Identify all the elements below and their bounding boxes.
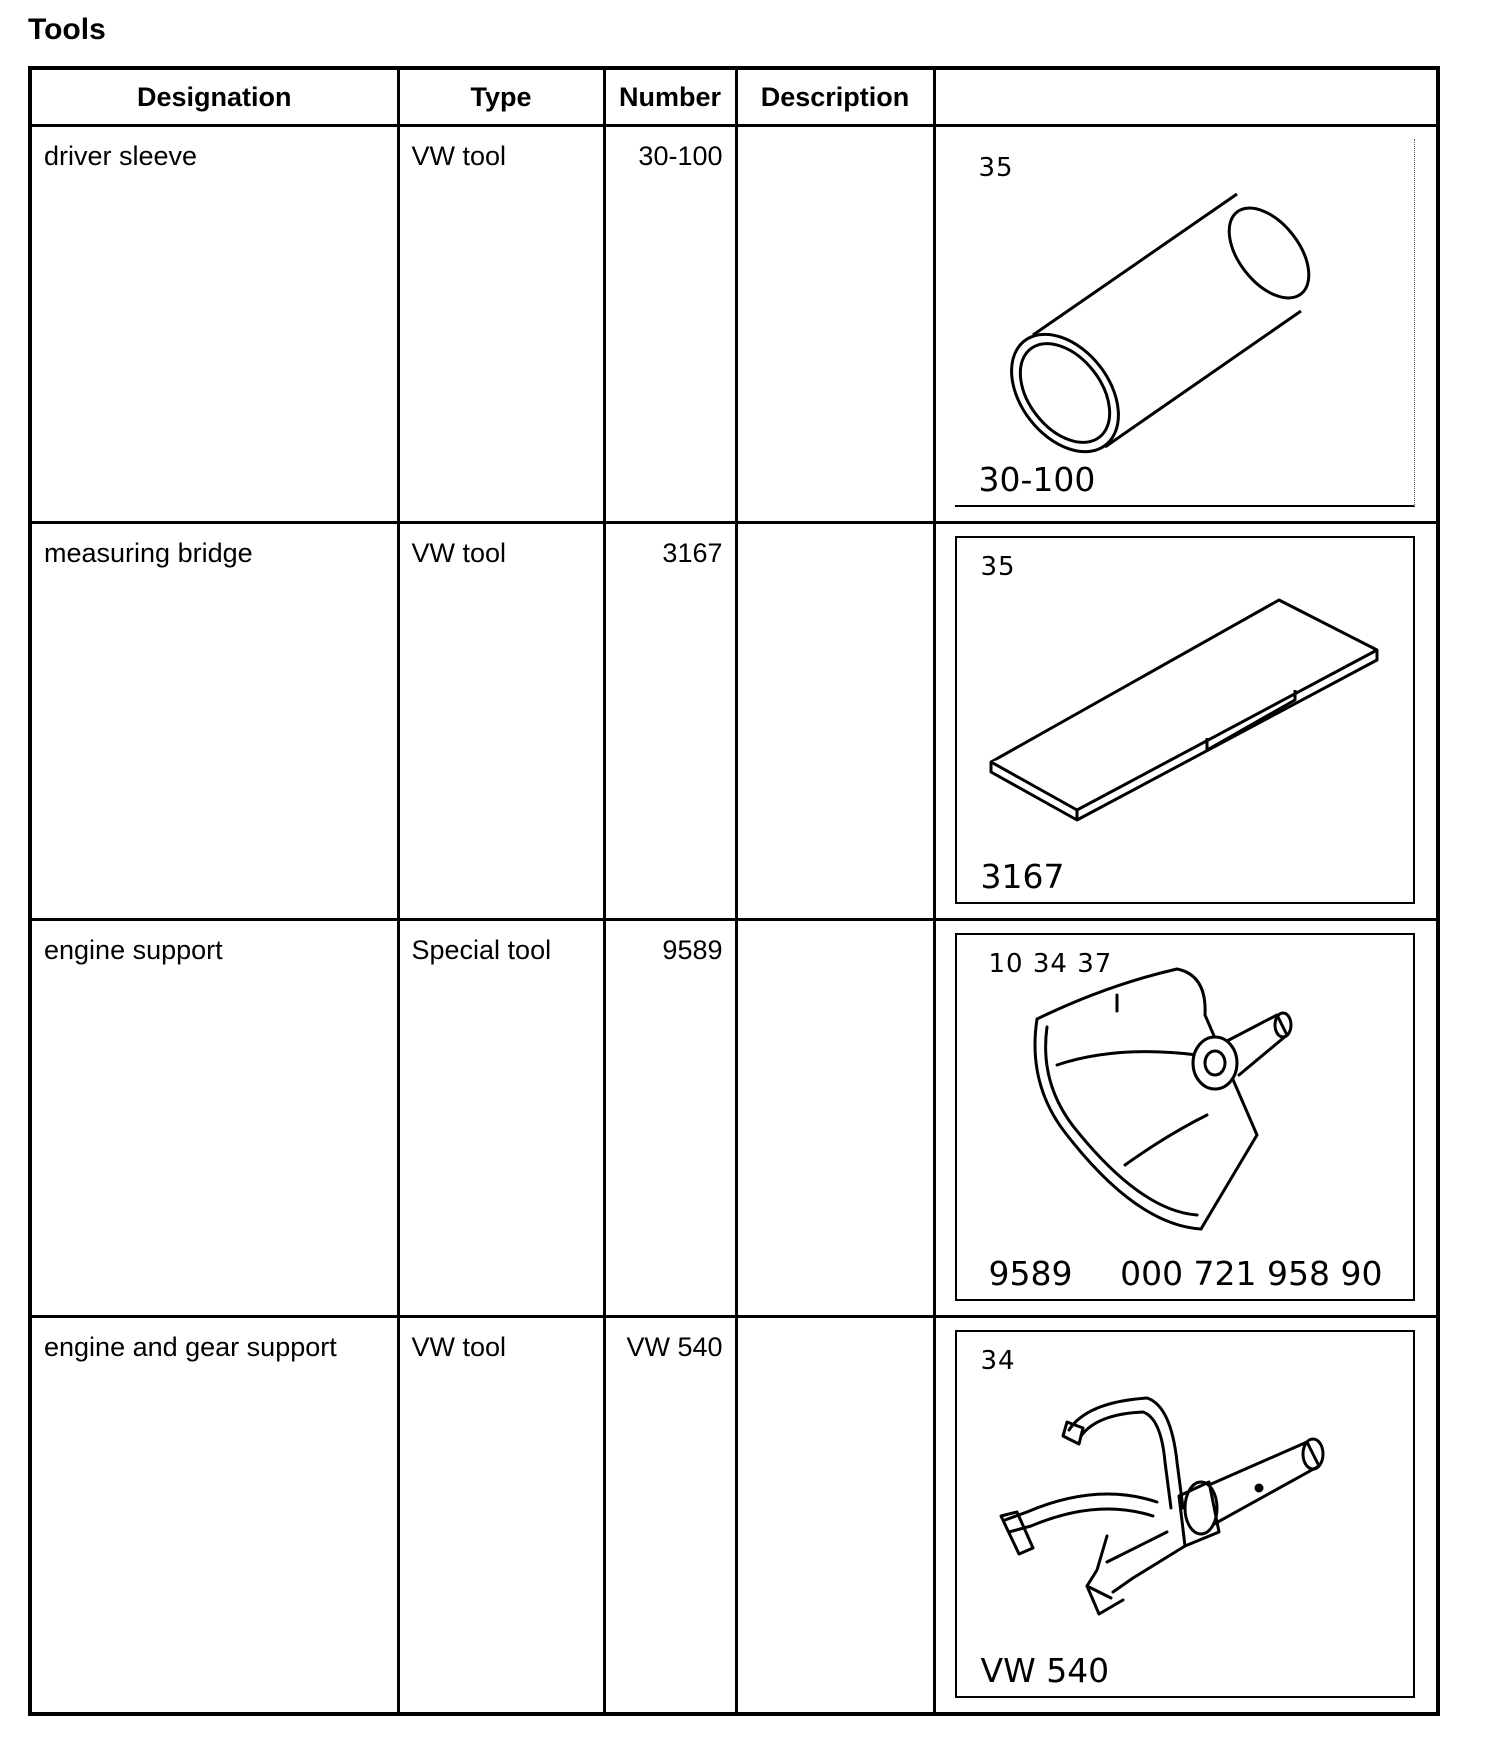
type-text: Special tool: [411, 935, 552, 965]
illustration-ref-bottom: 3167: [980, 857, 1065, 896]
page-title: Tools: [28, 13, 106, 46]
designation-cell: [30, 920, 398, 1317]
column-header-designation: Designation: [30, 68, 398, 126]
type-text: VW tool: [411, 1332, 507, 1362]
description-cell: [736, 1317, 934, 1715]
description-cell: [736, 126, 934, 523]
driver-sleeve-drawing-icon: [955, 139, 1415, 507]
illustration-ref-top: 35: [978, 153, 1014, 183]
type-text: VW tool: [411, 538, 507, 568]
designation-text: measuring bridge: [44, 538, 253, 568]
number-text: VW 540: [626, 1332, 723, 1362]
tool-illustration: [955, 933, 1415, 1301]
number-text: 3167: [662, 538, 723, 568]
designation-text: engine support: [44, 935, 223, 965]
tool-illustration: [955, 1330, 1415, 1698]
illustration-part-number: 000 721 958 90: [1120, 1254, 1383, 1293]
description-cell: [736, 523, 934, 920]
designation-text: engine and gear support: [44, 1332, 337, 1362]
designation-cell: [30, 523, 398, 920]
table-row: [30, 126, 1438, 523]
type-text: VW tool: [411, 141, 507, 171]
illustration-ref-bottom: 9589: [988, 1254, 1073, 1293]
image-cell: [934, 1317, 1438, 1715]
column-header-description: Description: [736, 68, 934, 126]
designation-cell: [30, 1317, 398, 1715]
column-header-number: Number: [604, 68, 736, 126]
description-cell: [736, 920, 934, 1317]
engine-support-drawing-icon: [957, 935, 1417, 1303]
illustration-ref-top: 34: [980, 1346, 1016, 1376]
table-row: [30, 920, 1438, 1317]
illustration-ref-top: 35: [980, 552, 1016, 582]
designation-cell: [30, 126, 398, 523]
designation-text: driver sleeve: [44, 141, 198, 171]
measuring-bridge-drawing-icon: [957, 538, 1417, 906]
illustration-ref-bottom: VW 540: [980, 1651, 1110, 1690]
table-header-row: [30, 68, 1438, 126]
type-cell: [398, 920, 604, 1317]
type-cell: [398, 126, 604, 523]
number-text: 9589: [662, 935, 723, 965]
illustration-ref-top: 10 34 37: [988, 949, 1113, 979]
description-text: [738, 127, 933, 141]
description-text: [738, 524, 933, 538]
illustration-ref-bottom: 30-100: [978, 460, 1096, 499]
number-cell: [604, 920, 736, 1317]
description-text: [738, 921, 933, 935]
column-header-type: Type: [398, 68, 604, 126]
table-row: [30, 523, 1438, 920]
image-cell: [934, 126, 1438, 523]
tool-illustration: [955, 139, 1415, 507]
number-cell: [604, 126, 736, 523]
table-row: [30, 1317, 1438, 1715]
description-text: [738, 1318, 933, 1332]
type-cell: [398, 523, 604, 920]
number-cell: [604, 523, 736, 920]
engine-gear-support-drawing-icon: [957, 1332, 1417, 1700]
image-cell: [934, 523, 1438, 920]
column-header-image: [934, 68, 1438, 126]
image-cell: [934, 920, 1438, 1317]
tool-illustration: [955, 536, 1415, 904]
tools-table: [28, 66, 1440, 1716]
number-text: 30-100: [638, 141, 723, 171]
number-cell: [604, 1317, 736, 1715]
type-cell: [398, 1317, 604, 1715]
